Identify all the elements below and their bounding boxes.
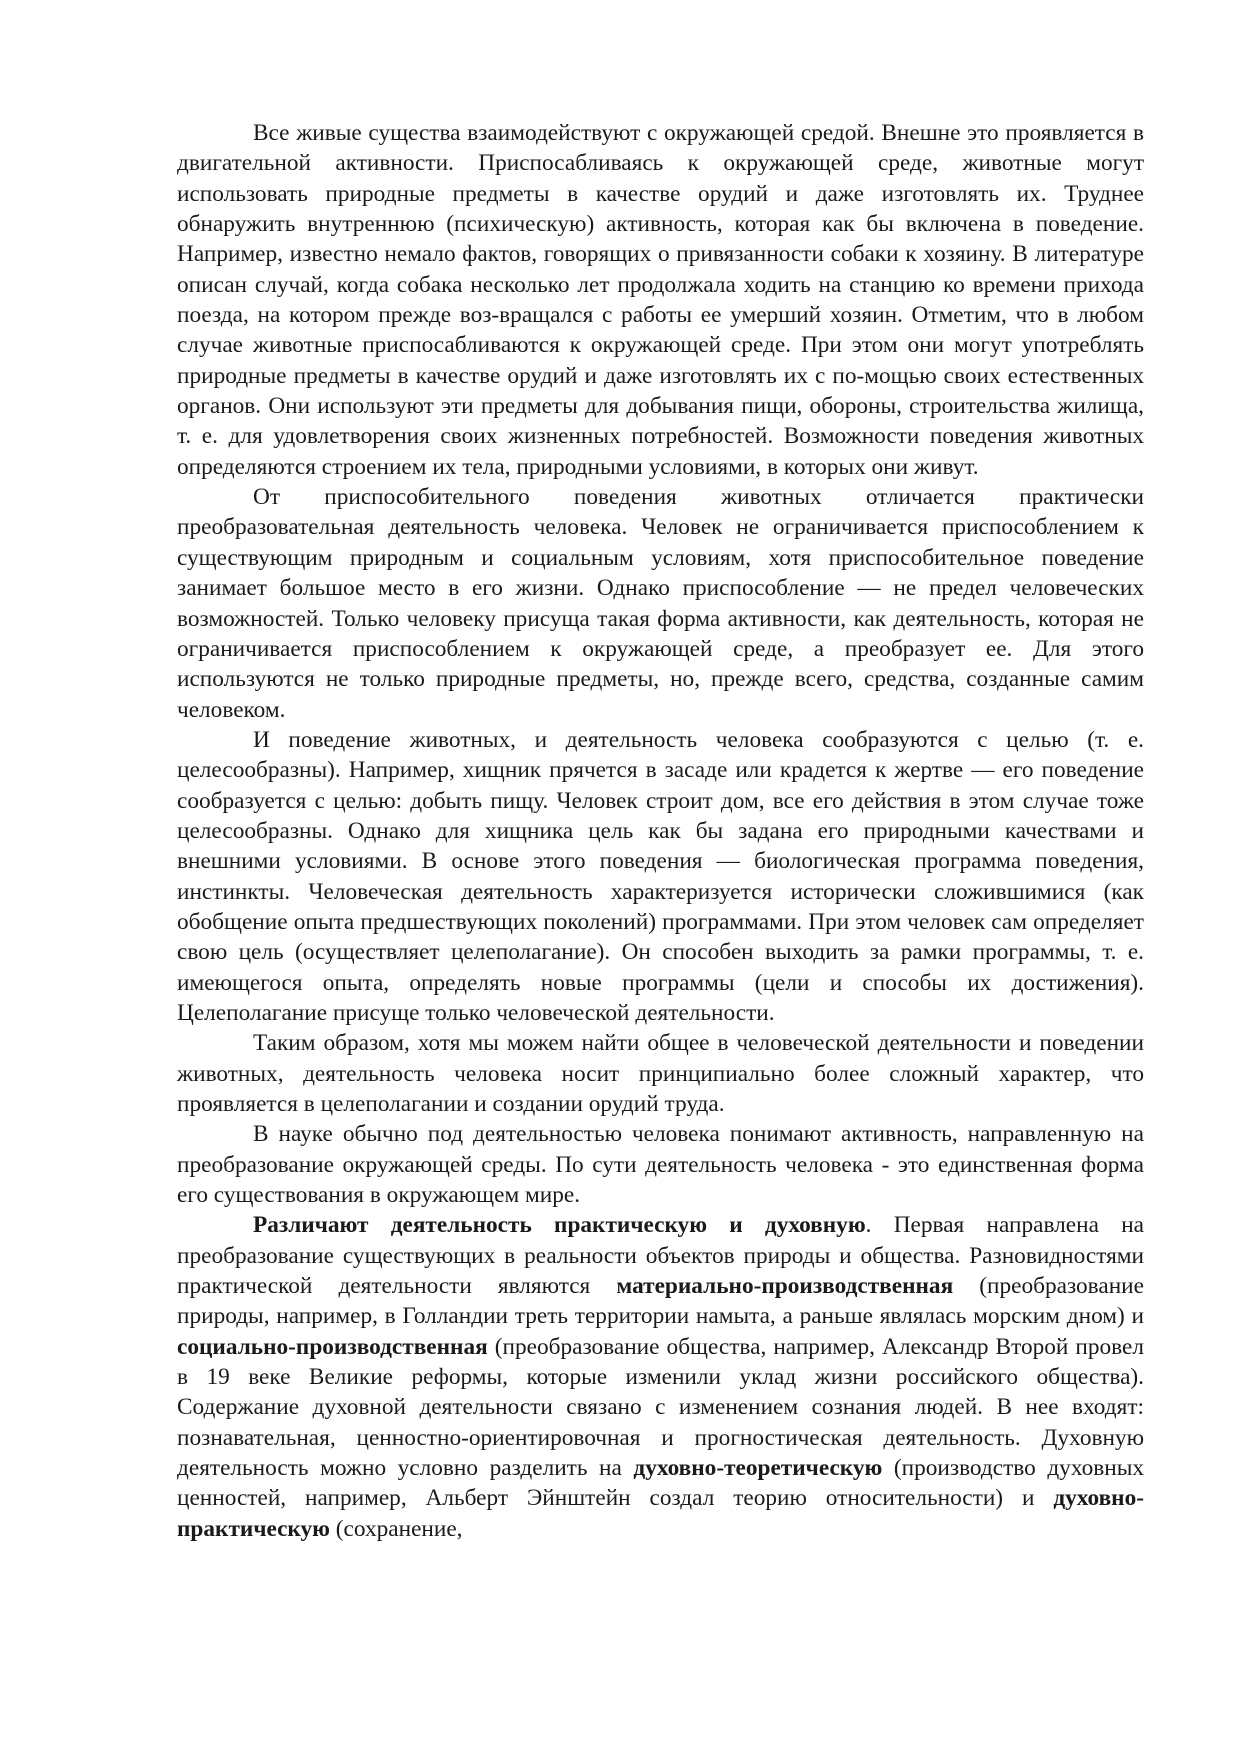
paragraph bbox=[177, 482, 1144, 725]
paragraph-text: От приспособительного поведения животных отличается практически преобразовательная деятельность человека. Человек не ограничивается приспособлением к существующим природным и социальным условиям, хотя приспособительное поведение занимает большое место в его жизни. Однако приспособление — не предел человеческих возможностей. Только человеку присуща такая форма активности, как деятельность, которая не ограничивается приспособлением к окружающей среде, а преобразует ее. Для этого используются не только природные предметы, но, прежде всего, средства, созданные самим человеком. bbox=[177, 484, 1144, 723]
bold-term: материально-производственная bbox=[616, 1273, 954, 1300]
paragraph-text: (сохранение, bbox=[329, 1515, 463, 1542]
bold-term: духовно-практическую bbox=[177, 1485, 1144, 1542]
paragraph bbox=[177, 1028, 1144, 1119]
paragraph bbox=[177, 118, 1144, 482]
paragraph-text: В науке обычно под деятельностью человека понимают активность, направленную на преобразование окружающей среды. По сути деятельность человека - это единственная форма его существования в окружающем мире. bbox=[177, 1121, 1144, 1209]
bold-term: Различают деятельность практическую и духовную bbox=[253, 1212, 866, 1239]
paragraph-text: (преобразование общества, например, Александр Второй провел в 19 веке Великие реформы, которые изменили уклад жизни российского общества). Содержание духовной деятельности связано с изменением сознания людей. В нее входят: познавательная, ценностно-ориентировочная и прогностическая деятельность. Духовную деятельность можно условно разделить на bbox=[177, 1333, 1144, 1482]
paragraph-text: Таким образом, хотя мы можем найти общее в человеческой деятельности и поведении животных, деятельность человека носит принципиально более сложный характер, что проявляется в целеполагании и создании орудий труда. bbox=[177, 1030, 1144, 1117]
paragraph-text: (производство духовных ценностей, например, Альберт Эйнштейн создал теорию относительности) и bbox=[177, 1455, 1145, 1512]
paragraph-text: (преобразование природы, например, в Голландии треть территории намыта, а раньше являлась морским дном) и bbox=[177, 1273, 1144, 1330]
paragraph-text: И поведение животных, и деятельность человека сообразуются с целью (т. е. целесообразны). Например, хищник прячется в засаде или крадется к жертве — его поведение сообразуется с целью: добыть пищу. Человек строит дом, все его действия в этом случае тоже целесообразны. Однако для хищника цель как бы задана его природными качествами и внешними условиями. В основе этого поведения — биологическая программа поведения, инстинкты. Человеческая деятельность характеризуется исторически сложившимися (как обобщение опыта предшествующих поколений) программами. При этом человек сам определяет свою цель (осуществляет целеполагание). Он способен выходить за рамки программы, т. е. имеющегося опыта, определять новые программы (цели и способы их достижения). Целеполагание присуще только человеческой деятельности. bbox=[177, 726, 1144, 1026]
paragraph-text: . Первая направлена на преобразование существующих в реальности объектов природы и общества. Разновидностями практической деятельности являются bbox=[177, 1212, 1144, 1300]
bold-term: социально-производственная bbox=[177, 1333, 488, 1360]
paragraph-text: Все живые существа взаимодействуют с окружающей средой. Внешне это проявляется в двигательной активности. Приспосабливаясь к окружающей среде, животные могут использовать природные предметы в качестве орудий и даже изготовлять их. Труднее обнаружить внутреннюю (психическую) активность, которая как бы включена в поведение. Например, известно немало фактов, говорящих о привязанности собаки к хозяину. В литературе описан случай, когда собака несколько лет продолжала ходить на станцию ко времени прихода поезда, на котором прежде воз-вращался с работы ее умерший хозяин. Отметим, что в любом случае животные приспосабливаются к окружающей среде. При этом они могут употреблять природные предметы в качестве орудий и даже изготовлять их с по-мощью своих естественных органов. Они используют эти предметы для добывания пищи, обороны, строительства жилища, т. е. для удовлетворения своих жизненных потребностей. Возможности поведения животных определяются строением их тела, природными условиями, в которых они живут. bbox=[177, 120, 1144, 480]
paragraph bbox=[177, 1210, 1144, 1544]
document-page bbox=[177, 118, 1144, 1544]
bold-term: духовно-теоретическую bbox=[633, 1455, 883, 1482]
paragraph bbox=[177, 1119, 1144, 1210]
paragraph bbox=[177, 725, 1144, 1028]
